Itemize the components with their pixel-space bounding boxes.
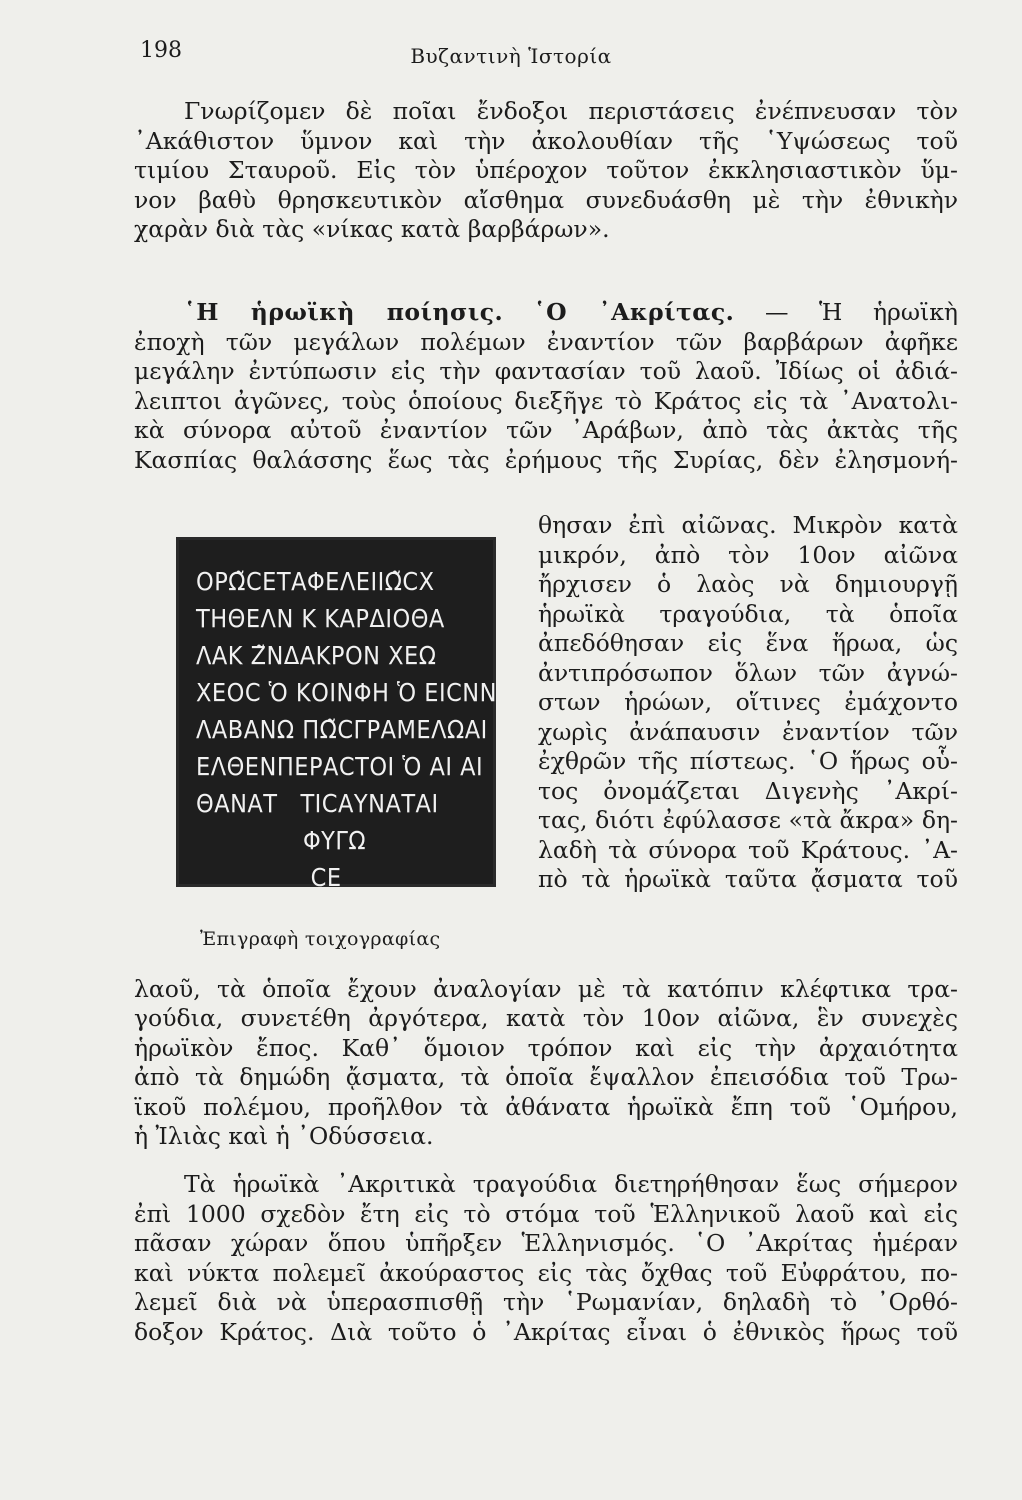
inscription-line: ΛΑΒΑΝΩ ΠΩ̃CΓΡΑΜΕΛΩΑΙ xyxy=(196,715,488,744)
text-line: λειπτοι ἀγῶνες, τοὺς ὁποίους διεξῆγε τὸ Κράτος εἰς τὰ ᾽Ανατολι- xyxy=(134,386,958,415)
section-heading-akritas: ῾Ο ᾽Ακρίτας. xyxy=(533,298,735,326)
text-line: λαοῦ, τὰ ὁποῖα ἔχουν ἀναλογίαν μὲ τὰ κατόπιν κλέφτικα τρα- xyxy=(134,974,958,1003)
text-line: ἡρωϊκὰ τραγούδια, τὰ ὁποῖα xyxy=(538,599,958,628)
inscription-line: ΕΛΘΕΝΠΕΡΑCΤΟΙ Ὁ ΑΙ ΑΙ xyxy=(196,752,484,781)
text-line: ᾽Ακάθιστον ὕμνον καὶ τὴν ἀκολουθίαν τῆς ῾Υψώσεως τοῦ xyxy=(134,126,958,155)
text-line: κὰ σύνορα αὐτοῦ ἐναντίον τῶν ᾽Αράβων, ἀπὸ τὰς ἀκτὰς τῆς xyxy=(134,416,958,444)
text-run: — Ἡ ἡρωϊκὴ xyxy=(764,298,958,326)
text-line: στων ἡρώων, οἵτινες ἐμάχοντο xyxy=(538,688,958,716)
running-title: Βυζαντινὴ Ἱστορία xyxy=(410,44,612,68)
paragraph-akritic-songs xyxy=(134,1170,958,1347)
text-line: μεγάλην ἐντύπωσιν εἰς τὴν φαντασίαν τοῦ λαοῦ. Ἰδίως οἱ ἀδιά- xyxy=(134,357,958,385)
inscription-text xyxy=(196,563,497,896)
text-line: χαρὰν διὰ τὰς «νίκας κατὰ βαρβάρων». xyxy=(134,215,610,243)
paragraph-heroic-poetry xyxy=(134,298,958,475)
text-line: λαδὴ τὰ σύνορα τοῦ Κράτους. ᾽Α- xyxy=(538,835,958,864)
text-line: δοξον Κράτος. Διὰ τοῦτο ὁ ᾽Ακρίτας εἶναι ὁ ἐθνικὸς ἥρως τοῦ xyxy=(134,1317,958,1346)
inscription-line: ΤΗΘΕΛΝ Κ ΚΑΡΔΙΟΘΑ xyxy=(196,604,445,633)
text-line: τος ὀνομάζεται Διγενὴς ᾽Ακρί- xyxy=(538,776,958,805)
text-line: πᾶσαν χώραν ὅπου ὑπῆρξεν Ἑλληνισμός. ῾Ο ᾽Ακρίτας ἡμέραν xyxy=(134,1229,958,1257)
inscription-line: ΟΡΩ̃CΕΤΑΦΕΛΕΙΙΩ̃CX xyxy=(196,567,435,596)
text-line: ἐποχὴ τῶν μεγάλων πολέμων ἐναντίον τῶν βαρβάρων ἀφῆκε xyxy=(134,327,958,356)
text-line: ἀπὸ τὰ δημώδη ᾄσματα, τὰ ὁποῖα ἔψαλλον ἐπεισόδια τοῦ Τρω- xyxy=(134,1063,958,1091)
wrapped-text-column xyxy=(538,511,958,895)
text-line: χωρὶς ἀνάπαυσιν ἐναντίον τῶν xyxy=(538,717,958,746)
figure-caption: Ἐπιγραφὴ τοιχογραφίας xyxy=(200,928,441,950)
section-heading-heroic-poetry: ῾Η ἡρωϊκὴ ποίησις. xyxy=(184,298,504,326)
page-header xyxy=(0,38,1022,78)
paragraph-akathistos xyxy=(134,97,958,245)
text-line: καὶ νύκτα πολεμεῖ ἀκούραστος εἰς τὰς ὄχθας τοῦ Εὐφράτου, πο- xyxy=(134,1258,958,1287)
text-line: ἡρωϊκὸν ἔπος. Καθ᾽ ὅμοιον τρόπον καὶ εἰς τὴν ἀρχαιότητα xyxy=(134,1033,958,1062)
inscription-line: CE xyxy=(196,863,342,892)
inscription-line: ΛΑΚ Ζ̃ΝΔΑΚΡΟΝ ΧΕΩ xyxy=(196,641,437,670)
text-line xyxy=(134,298,958,328)
text-line: πὸ τὰ ἡρωϊκὰ ταῦτα ᾄσματα τοῦ xyxy=(538,865,958,893)
paragraph-heroic-poetry-cont xyxy=(134,945,958,1152)
text-line: τας, διότι ἐφύλασσε «τὰ ἄκρα» δη- xyxy=(538,806,958,834)
text-line: γούδια, συνετέθη ἀργότερα, κατὰ τὸν 10ον αἰῶνα, ἓν συνεχὲς xyxy=(134,1004,958,1032)
text-line: ϊκοῦ πολέμου, προῆλθον τὰ ἀθάνατα ἡρωϊκὰ ἔπη τοῦ ῾Ομήρου, xyxy=(134,1092,958,1121)
text-line: λεμεῖ διὰ νὰ ὑπερασπισθῇ τὴν ῾Ρωμανίαν, δηλαδὴ τὸ ᾽Ορθό- xyxy=(134,1288,958,1316)
text-line: ἤρχισεν ὁ λαὸς νὰ δημιουργῇ xyxy=(538,570,958,598)
text-line: ἀπεδόθησαν εἰς ἕνα ἥρωα, ὡς xyxy=(538,629,958,657)
text-line: Τὰ ἡρωϊκὰ ᾽Ακριτικὰ τραγούδια διετηρήθησαν ἕως σήμερον xyxy=(184,1170,958,1198)
text-line: ἐπὶ 1000 σχεδὸν ἔτη εἰς τὸ στόμα τοῦ Ἑλληνικοῦ λαοῦ καὶ εἰς xyxy=(134,1199,958,1228)
inscription-line: ΘΑΝΑΤ ΤΙCΑΥΝΑΤΑΙ xyxy=(196,789,439,818)
text-line: τιμίου Σταυροῦ. Εἰς τὸν ὑπέροχον τοῦτον ἐκκλησιαστικὸν ὕμ- xyxy=(134,156,958,184)
text-line: νον βαθὺ θρησκευτικὸν αἴσθημα συνεδυάσθη μὲ τὴν ἐθνικὴν xyxy=(134,185,958,214)
text-line: θησαν ἐπὶ αἰῶνας. Μικρὸν κατὰ xyxy=(538,511,958,539)
text-line: ἀντιπρόσωπον ὅλων τῶν ἀγνώ- xyxy=(538,658,958,687)
text-line: μικρόν, ἀπὸ τὸν 10ον αἰῶνα xyxy=(538,540,958,569)
inscription-line: ΧΕΟC Ὁ ΚΟΙΝΦΗ Ὁ ΕΙCΝΝ xyxy=(196,678,497,707)
fresco-inscription-image xyxy=(176,537,497,892)
text-line: ἡ Ἰλιὰς καὶ ἡ ᾽Οδύσσεια. xyxy=(134,1122,434,1150)
page-number: 198 xyxy=(140,38,182,63)
inscription-line: ΦΥΓΩ xyxy=(196,826,367,855)
text-line: Κασπίας θαλάσσης ἕως τὰς ἐρήμους τῆς Συρίας, δὲν ἐλησμονή- xyxy=(134,445,958,474)
text-line: ἐχθρῶν τῆς πίστεως. ῾Ο ἥρως οὗ- xyxy=(538,747,958,775)
text-line: Γνωρίζομεν δὲ ποῖαι ἔνδοξοι περιστάσεις ἐνέπνευσαν τὸν xyxy=(184,97,958,125)
